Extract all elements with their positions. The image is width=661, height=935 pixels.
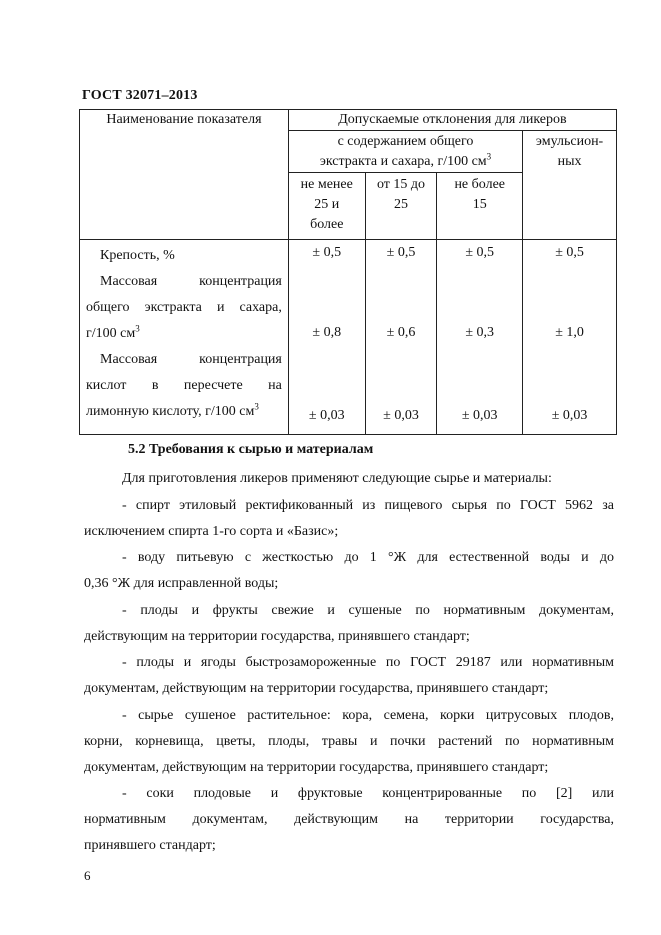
paragraph (84, 493, 614, 545)
paragraph-line: 0,36 °Ж для исправленной воды; (84, 576, 279, 591)
values-col-emulsion (523, 240, 617, 435)
values-col-min-25 (288, 240, 365, 435)
paragraph-line: документам, действующим на территории государства, принявшего стандарт; (84, 759, 549, 775)
paragraph (84, 545, 614, 597)
value-cell: ± 0,5 (312, 245, 342, 260)
document-code: ГОСТ 32071–2013 (82, 88, 198, 103)
value-cell: ± 0,03 (551, 408, 588, 423)
value-cell: ± 0,6 (386, 325, 416, 340)
row-acid-label-3: лимонную кислоту, г/100 $см^3$ (86, 401, 259, 419)
page-number: 6 (84, 868, 91, 883)
row-extract-label-2: общего экстракта и сахара, (86, 300, 282, 315)
indicator-names (80, 240, 289, 435)
requirements-table (79, 109, 617, 435)
header-max-15: не более 15 (437, 173, 523, 240)
paragraph-line: принявшего стандарт; (84, 838, 216, 853)
paragraph-line: - спирт этиловый ректификованный из пищевого сырья по ГОСТ 5962 за (122, 497, 614, 513)
row-strength-label: Крепость, % (100, 248, 175, 263)
section-heading: 5.2 Требования к сырью и материалам (128, 442, 374, 457)
header-emulsion: эмульсион- ных (523, 131, 617, 240)
row-extract-label-3: г/100 $см^3$ (86, 323, 140, 341)
value-cell: ± 0,3 (465, 325, 495, 340)
paragraph-line: исключением спирта 1-го сорта и «Базис»; (84, 523, 339, 539)
paragraph (84, 466, 614, 492)
paragraph (84, 650, 614, 702)
paragraph-line: - воду питьевую с жесткостью до 1 °Ж для естественной воды и до (122, 550, 614, 565)
value-cell: ± 0,5 (386, 245, 416, 260)
values-col-15-to-25 (365, 240, 437, 435)
paragraph-line: - сырье сушеное растительное: кора, семена, корки цитрусовых плодов, (122, 707, 614, 723)
value-cell: ± 0,03 (308, 408, 345, 423)
paragraph-line: - плоды и фрукты свежие и сушеные по нормативным документам, (122, 602, 614, 618)
paragraph-line: действующим на территории государства, принявшего стандарт; (84, 628, 470, 644)
row-acid-label-1: Массовая концентрация (100, 352, 282, 367)
value-cell: ± 0,5 (555, 245, 584, 260)
paragraph-line: нормативным документам, действующим на территории государства, (84, 812, 614, 827)
row-extract-label-1: Массовая концентрация (100, 274, 282, 289)
paragraph-line: - соки плодовые и фруктовые концентрированные по [2] или (122, 786, 614, 801)
row-acid-label-2: кислот в пересчете на (86, 378, 282, 393)
header-extract-content: с содержанием общего экстракта и сахара, г/100 $см^3$ (288, 131, 522, 173)
paragraph-line: документам, действующим на территории государства, принявшего стандарт; (84, 681, 549, 696)
values-col-max-15 (437, 240, 523, 435)
header-15-to-25: от 15 до 25 (365, 173, 437, 240)
paragraph (84, 781, 614, 859)
value-cell: ± 1,0 (555, 325, 584, 340)
paragraph (84, 598, 614, 650)
value-cell: ± 0,8 (312, 325, 342, 340)
value-cell: ± 0,5 (465, 245, 495, 260)
paragraph-line: - плоды и ягоды быстрозамороженные по ГОСТ 29187 или нормативным (122, 655, 614, 670)
header-indicator-name: Наименование показателя (80, 110, 289, 240)
paragraph (84, 703, 614, 781)
value-cell: ± 0,03 (461, 408, 498, 423)
value-cell: ± 0,03 (383, 408, 419, 423)
paragraph-line: Для приготовления ликеров применяют следующие сырье и материалы: (122, 471, 552, 486)
header-min-25: не менее 25 и более (288, 173, 365, 240)
paragraph-line: корни, корневища, цветы, плоды, травы и почки растений по нормативным (84, 733, 614, 749)
header-deviations: Допускаемые отклонения для ликеров (288, 110, 616, 131)
